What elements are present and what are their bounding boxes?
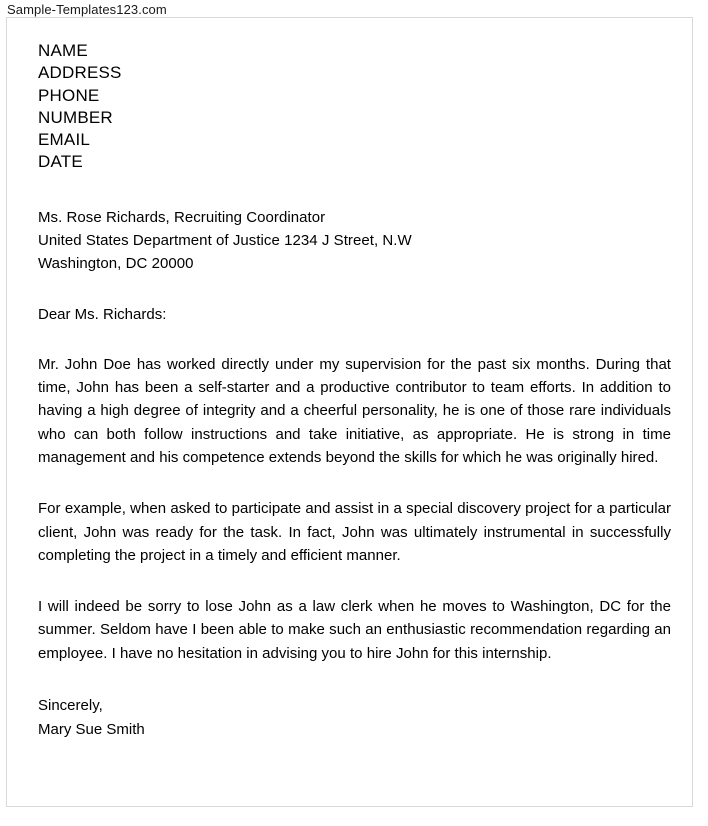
recipient-line-name-title: Ms. Rose Richards, Recruiting Coordinator [38, 208, 326, 226]
recipient-line-organization: United States Department of Justice 1234 J Street, N.W [38, 231, 412, 249]
body-paragraph-1: Mr. John Doe has worked directly under my supervision for the past six months. During that time, John has been a self-starter and a productive contributor to team efforts. In addition to having a high degree of integrity and a cheerful personality, he is one of those rare individuals who can both follow instructions and take initiative, as appropriate. He is strong in time management and his competence extends beyond the skills for which he was originally hired. [38, 355, 671, 466]
sender-line-phone: PHONE [38, 85, 100, 105]
sender-line-number: NUMBER [38, 107, 113, 127]
salutation: Dear Ms. Richards: [38, 305, 167, 323]
recipient-address-block [38, 206, 671, 275]
sender-line-name: NAME [38, 41, 88, 60]
letter-page [6, 17, 693, 807]
sender-line-date: DATE [38, 152, 83, 172]
sender-address-block [38, 40, 671, 174]
closing-block [38, 694, 671, 741]
body-paragraph-3: I will indeed be sorry to lose John as a law clerk when he moves to Washington, DC for the summer. Seldom have I been able to make such an enthusiastic recommendation regarding an employee. I have no hesitation in advising you to hire John for this internship. [38, 598, 671, 662]
sender-line-address: ADDRESS [38, 63, 122, 83]
body-paragraph-2: For example, when asked to participate and assist in a special discovery project for a particular client, John was ready for the task. In fact, John was ultimately instrumental in successfully completing the project in a timely and efficient manner. [38, 500, 671, 564]
recipient-line-city-state-zip: Washington, DC 20000 [38, 254, 194, 272]
valediction: Sincerely, [38, 697, 103, 715]
letter-content [38, 40, 671, 741]
sender-line-email: EMAIL [38, 130, 91, 150]
site-watermark: Sample-Templates123.com [7, 2, 167, 17]
signature-name: Mary Sue Smith [38, 720, 145, 738]
